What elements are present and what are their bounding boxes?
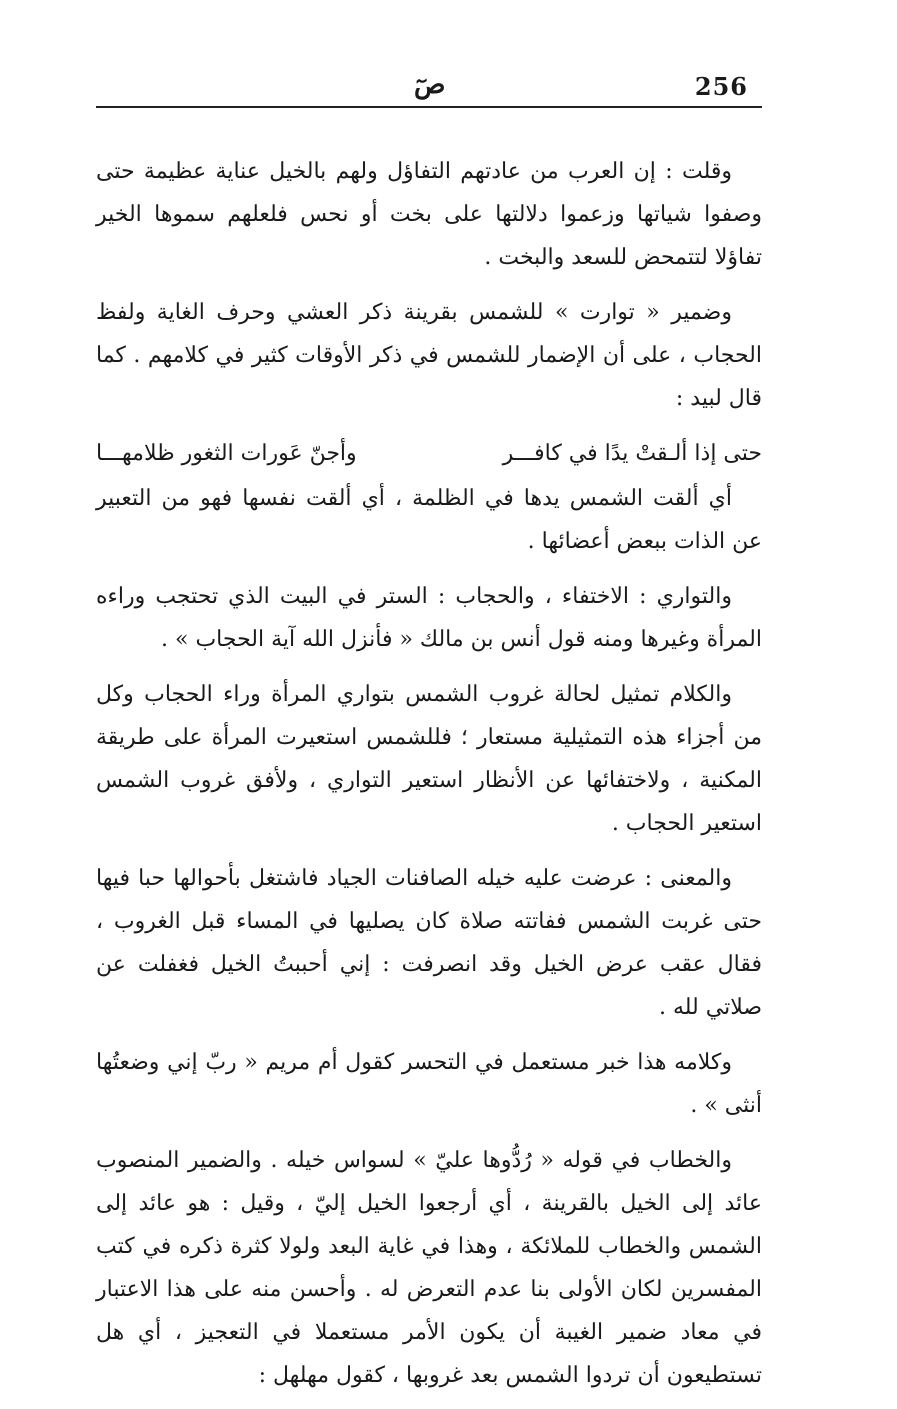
paragraph-8: والخطاب في قوله « رُدُّوها عليّ » لسواس خيله . والضمير المنصوب عائد إلى الخيل بالقرينة ، أي أرجعوا الخيل إليّ ، وقيل : هو عائد إلى الشمس والخطاب للملائكة ، وهذا في غاية البعد ولولا كثرة ذكره في كتب المفسرين لكان الأولى بنا عدم التعرض له . وأحسن منه على هذا الاعتبار في معاد ضمير الغيبة أن يكون الأمر مستعملا في التعجيز ، أي هل تستطيعون أن تردوا الشمس بعد غروبها ، كقول مهلهل : — [96, 1148, 762, 1388]
paragraph-1: وقلت : إن العرب من عادتهم التفاؤل ولهم بالخيل عناية عظيمة حتى وصفوا شياتها وزعموا دلالتها على بخت أو نحس فلعلهم سموها الخير تفاؤلا لتتمحض للسعد والبخت . — [96, 159, 762, 270]
paragraph-2: وضمير « توارت » للشمس بقرينة ذكر العشي وحرف الغاية ولفظ الحجاب ، على أن الإضمار للشمس في ذكر الأوقات كثير في كلامهم . كما قال لبيد : — [96, 300, 762, 411]
surah-mark: صٓ — [414, 70, 446, 100]
paragraph-7: وكلامه هذا خبر مستعمل في التحسر كقول أم مريم « ربّ إني وضعتُها أنثى » . — [96, 1050, 762, 1118]
paragraph-4: والتواري : الاختفاء ، والحجاب : الستر في البيت الذي تحتجب وراءه المرأة وغيرها ومنه قول أنس بن مالك « فأنزل الله آية الحجاب » . — [96, 584, 762, 652]
body-text — [96, 150, 762, 1409]
poetry-verse — [96, 432, 762, 475]
paragraph-6: والمعنى : عرضت عليه خيله الصافنات الجياد فاشتغل بأحوالها حبا فيها حتى غربت الشمس ففاتته صلاة كان يصليها في المساء قبل الغروب ، فقال عقب عرض الخيل وقد انصرفت : إني أحببتُ الخيل فغفلت عن صلاتي لله . — [96, 866, 762, 1020]
verse-second-hemistich: وأجنّ عَورات الثغور ظلامهـــا — [96, 441, 357, 466]
page-number: 256 — [694, 72, 748, 101]
paragraph-3: أي ألقت الشمس يدها في الظلمة ، أي ألقت نفسها فهو من التعبير عن الذات ببعض أعضائها . — [96, 486, 762, 554]
verse-first-hemistich: حتى إذا ألـقتْ يدًا في كافـــر — [502, 441, 762, 466]
paragraph-5: والكلام تمثيل لحالة غروب الشمس بتواري المرأة وراء الحجاب وكل من أجزاء هذه التمثيلية مستعار ؛ فللشمس استعيرت المرأة على طريقة المكنية ، ولاختفائها عن الأنظار استعير التواري ، ولأفق غروب الشمس استعير الحجاب . — [96, 682, 762, 836]
header-rule — [96, 106, 762, 108]
page-header — [96, 70, 762, 106]
